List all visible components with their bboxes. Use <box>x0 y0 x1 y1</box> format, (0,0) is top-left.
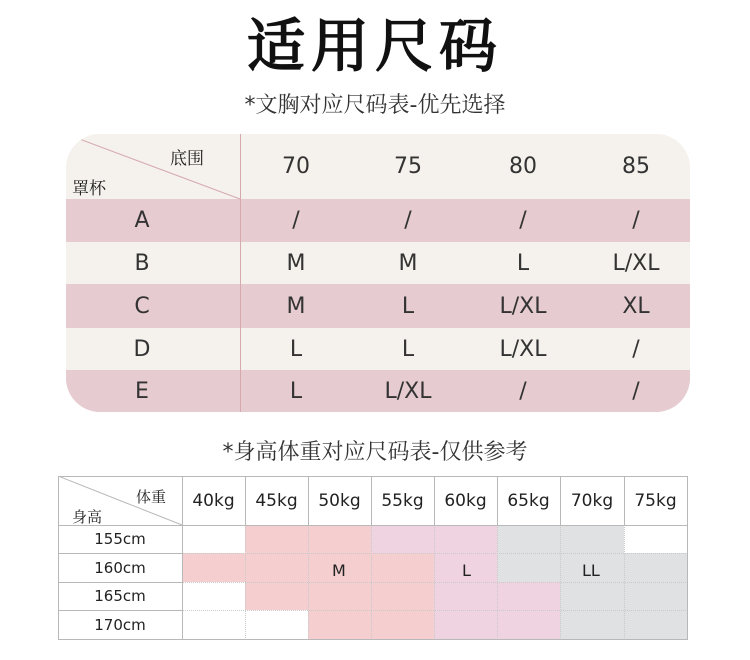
cup-axis-label: 罩杯 <box>72 179 106 199</box>
band-header: 80 <box>509 154 537 179</box>
grid-line <box>182 610 688 611</box>
grid-line <box>182 553 688 554</box>
weight-header: 70kg <box>570 490 614 511</box>
weight-header: 45kg <box>255 490 298 511</box>
size-cell: L <box>289 336 303 362</box>
cup-label: B <box>134 250 150 276</box>
size-cell: L/XL <box>612 250 660 276</box>
bra-row-c <box>66 284 690 328</box>
grid-line <box>497 525 498 640</box>
weight-header: 40kg <box>192 490 235 511</box>
size-cell: L/XL <box>384 378 432 404</box>
size-cell: / <box>632 208 640 233</box>
grid-line <box>371 525 372 640</box>
height-label: 165cm <box>94 587 146 605</box>
grid-line <box>182 582 688 583</box>
size-cell: / <box>519 378 527 404</box>
weight-axis-label: 体重 <box>136 488 167 506</box>
size-cell: / <box>292 208 300 233</box>
grid-line <box>245 525 246 640</box>
band-axis-label: 底围 <box>170 149 204 169</box>
size-label-m: M <box>332 561 346 580</box>
weight-header: 65kg <box>507 490 550 511</box>
size-cell: / <box>519 208 527 233</box>
height-label: 170cm <box>94 616 146 634</box>
height-axis-label: 身高 <box>72 508 103 526</box>
bra-table-subtitle: *文胸对应尺码表-优先选择 <box>244 93 506 118</box>
size-label-l: L <box>462 561 471 580</box>
height-weight-table <box>58 476 688 640</box>
size-cell: L <box>401 336 415 362</box>
size-cell: L <box>289 378 303 404</box>
grid-line <box>308 525 309 640</box>
band-header: 70 <box>282 154 310 179</box>
weight-header: 50kg <box>318 490 361 511</box>
weight-header: 60kg <box>444 490 487 511</box>
bra-row-a <box>66 199 690 242</box>
size-cell: / <box>632 378 640 404</box>
band-header: 75 <box>394 154 422 179</box>
bra-size-table <box>66 134 690 412</box>
page-title: 适用尺码 <box>246 12 503 80</box>
cup-column-divider <box>240 134 241 412</box>
size-cell: M <box>286 250 306 276</box>
size-cell: L <box>516 250 530 276</box>
grid-line <box>624 525 625 640</box>
height-label: 160cm <box>94 558 146 577</box>
cup-label: D <box>133 336 151 362</box>
size-cell: L/XL <box>499 336 547 362</box>
height-label: 155cm <box>94 530 146 548</box>
bra-row-e <box>66 370 690 412</box>
size-cell: / <box>632 336 640 362</box>
cup-label: A <box>134 208 150 233</box>
size-cell: L/XL <box>499 293 547 319</box>
cup-label: E <box>135 378 149 404</box>
cup-label: C <box>134 293 150 319</box>
size-cell: L <box>401 293 415 319</box>
band-header: 85 <box>622 154 650 179</box>
size-cell: M <box>286 293 306 319</box>
size-cell: XL <box>622 293 650 319</box>
table-border <box>687 476 688 640</box>
m-zone <box>245 582 434 610</box>
size-label-ll: LL <box>582 561 600 580</box>
bra-row-d <box>66 328 690 370</box>
body-table-subtitle: *身高体重对应尺码表-仅供参考 <box>222 440 528 465</box>
grid-line <box>434 525 435 640</box>
weight-header: 75kg <box>634 490 677 511</box>
size-cell: M <box>398 250 418 276</box>
bra-row-b <box>66 242 690 284</box>
grid-line <box>560 525 561 640</box>
size-cell: / <box>404 208 412 233</box>
weight-header: 55kg <box>381 490 424 511</box>
